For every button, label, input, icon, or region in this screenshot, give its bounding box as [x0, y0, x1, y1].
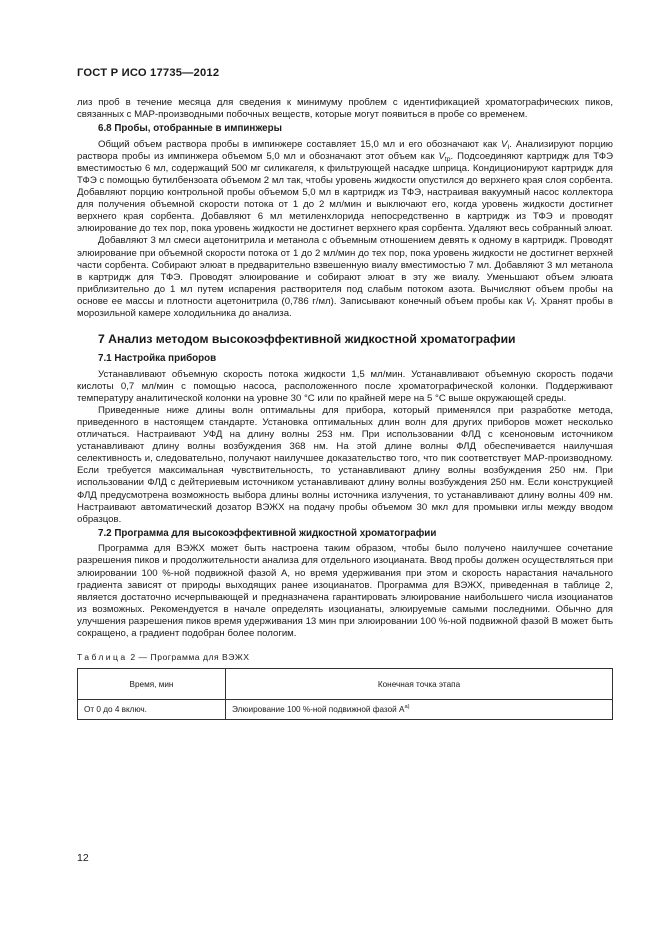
- section-7-1-paragraph-2: Приведенные ниже длины волн оптимальны для прибора, который применялся при разработке метода, приведенного в настоящем стандарте. Установка оптимальных длин волн для других приборов может несколько отличаться. Настраивают УФД на длину волны 253 нм. При использовании ФЛД с ксеноновым источником устанавливают длину волны возбуждения 368 нм. На этой длине волны ФЛД обеспечивается наилучшая селективность и, следовательно, получают наилучшее доказательство того, что пик соответствует МАР-производному. Если требуется максимальная чувствительность, то устанавливают длину волны возбуждения 250 нм. При использовании ФЛД с дейтериевым источником устанавливают длину волны возбуждения 250 нм. Если конструкцией ФЛД предусмотрена возможность выбора длины волны источника излучения, то устанавливают длину волны 409 нм. Настраивают автоматический дозатор ВЭЖХ на подачу пробы объемом 30 мкл для промывки иглы между вводом образцов.: [77, 404, 613, 525]
- footnote-marker: а): [404, 704, 410, 711]
- column-header-time: Время, мин: [78, 669, 226, 700]
- table-row: [78, 700, 613, 720]
- cell-time: От 0 до 4 включ.: [78, 700, 226, 720]
- running-header: ГОСТ Р ИСО 17735—2012: [77, 67, 220, 79]
- section-6-8-paragraph-2: Добавляют 3 мл смеси ацетонитрила и метанола с объемным отношением девять к одному в картридж. Проводят элюирование при объемной скорости потока от 1 до 2 мл/мин до тех пор, пока уровень жидкости не достигнет верхней части сорбента. Собирают элюат в предварительно взвешенную виалу вместимостью 7 мл. Добавляют 3 мл метанола в картридж для ТФЭ. Проводят элюирование и собирают элюат в эту же виалу. Уменьшают объем элюата приблизительно до 1 мл путем испарения растворителя под слабым потоком азота. Вычисляют объем пробы на основе ее массы и плотности ацетонитрила (0,786 г/мл). Записывают конечный объем пробы как $V_f$. Хранят пробы в морозильной камере холодильника до анализа.: [77, 235, 613, 319]
- cell-step: Элюирование 100 %-ной подвижной фазой $А^{а)}$: [226, 700, 613, 720]
- section-6-8-heading: 6.8 Пробы, отобранные в импинжеры: [98, 123, 282, 135]
- page-number: 12: [77, 852, 89, 864]
- section-7-1-paragraph-1: Устанавливают объемную скорость потока жидкости 1,5 мл/мин. Устанавливают объемную скорость подачи кислоты 0,7 мл/мин с помощью насоса, расположенного после хроматографической колонки. Поддерживают температуру аналитической колонки на уровне 30 °С или по крайней мере на 5 °С выше окружающей среды.: [77, 368, 613, 404]
- column-header-step: Конечная точка этапа: [226, 669, 613, 700]
- table-header-row: [78, 669, 613, 700]
- intro-paragraph: лиз проб в течение месяца для сведения к минимуму проблем с идентификацией хроматографических пиков, связанных с МАР-производными побочных веществ, которые могут появиться в пробе со временем.: [77, 97, 613, 121]
- section-7-2-paragraph-1: Программа для ВЭЖХ может быть настроена таким образом, чтобы было получено наилучшее сочетание разрешения пиков и продолжительности анализа для отдельного изоцианата. Ввод пробы должен осуществляться при элюировании 100 %-ной подвижной фазой А, но время удерживания при этом и скорость нарастания начального градиента зависят от природы выходящих ранее изоцианатов. Программа для ВЭЖХ, приведенная в таблице 2, является достаточно исчерпывающей и предназначена гарантировать элюирование наибольшего числа изоцианатов из возможных. Рекомендуется в начале определять изоцианаты, элюируемые самыми последними. Обычно для улучшения разрешения пиков время удерживания 13 мин при элюировании 100 %-ной подвижной фазой В может быть сокращено, а градиент подобран более пологим.: [77, 543, 613, 639]
- table-2-caption: Таблица 2 — Программа для ВЭЖХ: [77, 652, 250, 663]
- section-7-2-heading: 7.2 Программа для высокоэффективной жидкостной хроматографии: [98, 527, 437, 539]
- table-2: [77, 668, 613, 720]
- section-6-8-paragraph-1: Общий объем раствора пробы в импинжере составляет 15,0 мл и его обозначают как $V_I$. Анализируют порцию раствора пробы из импинжера объемом 5,0 мл и обозначают этот объем как $V_{tp}$. Подсоединяют картридж для ТФЭ вместимостью 6 мл, содержащий 500 мг силикагеля, к фильтрующей насадке шприца. Кондиционируют картридж для ТФЭ с помощью бутилбензоата объемом 2 мл так, чтобы уровень жидкости опустился до верхнего края слоя сорбента. Добавляют порцию контрольной пробы объемом 5,0 мл в картридж из ТФЭ, настраивая вакуумный насос коллектора для получения объемной скорости потока от 1 до 2 мл/мин и выключают его, когда уровень жидкости достигнет верхнего края сорбента. Добавляют 6 мл метиленхлорида непосредственно в картридж из ТФЭ и проводят элюирование до тех пор, пока уровень жидкости не достигнет верхнего края сорбента. Удаляют весь собранный элюат.: [77, 138, 614, 235]
- page-body: [77, 97, 613, 720]
- section-7-1-heading: 7.1 Настройка приборов: [98, 353, 217, 365]
- section-7-heading: 7 Анализ методом высокоэффективной жидкостной хроматографии: [98, 332, 516, 347]
